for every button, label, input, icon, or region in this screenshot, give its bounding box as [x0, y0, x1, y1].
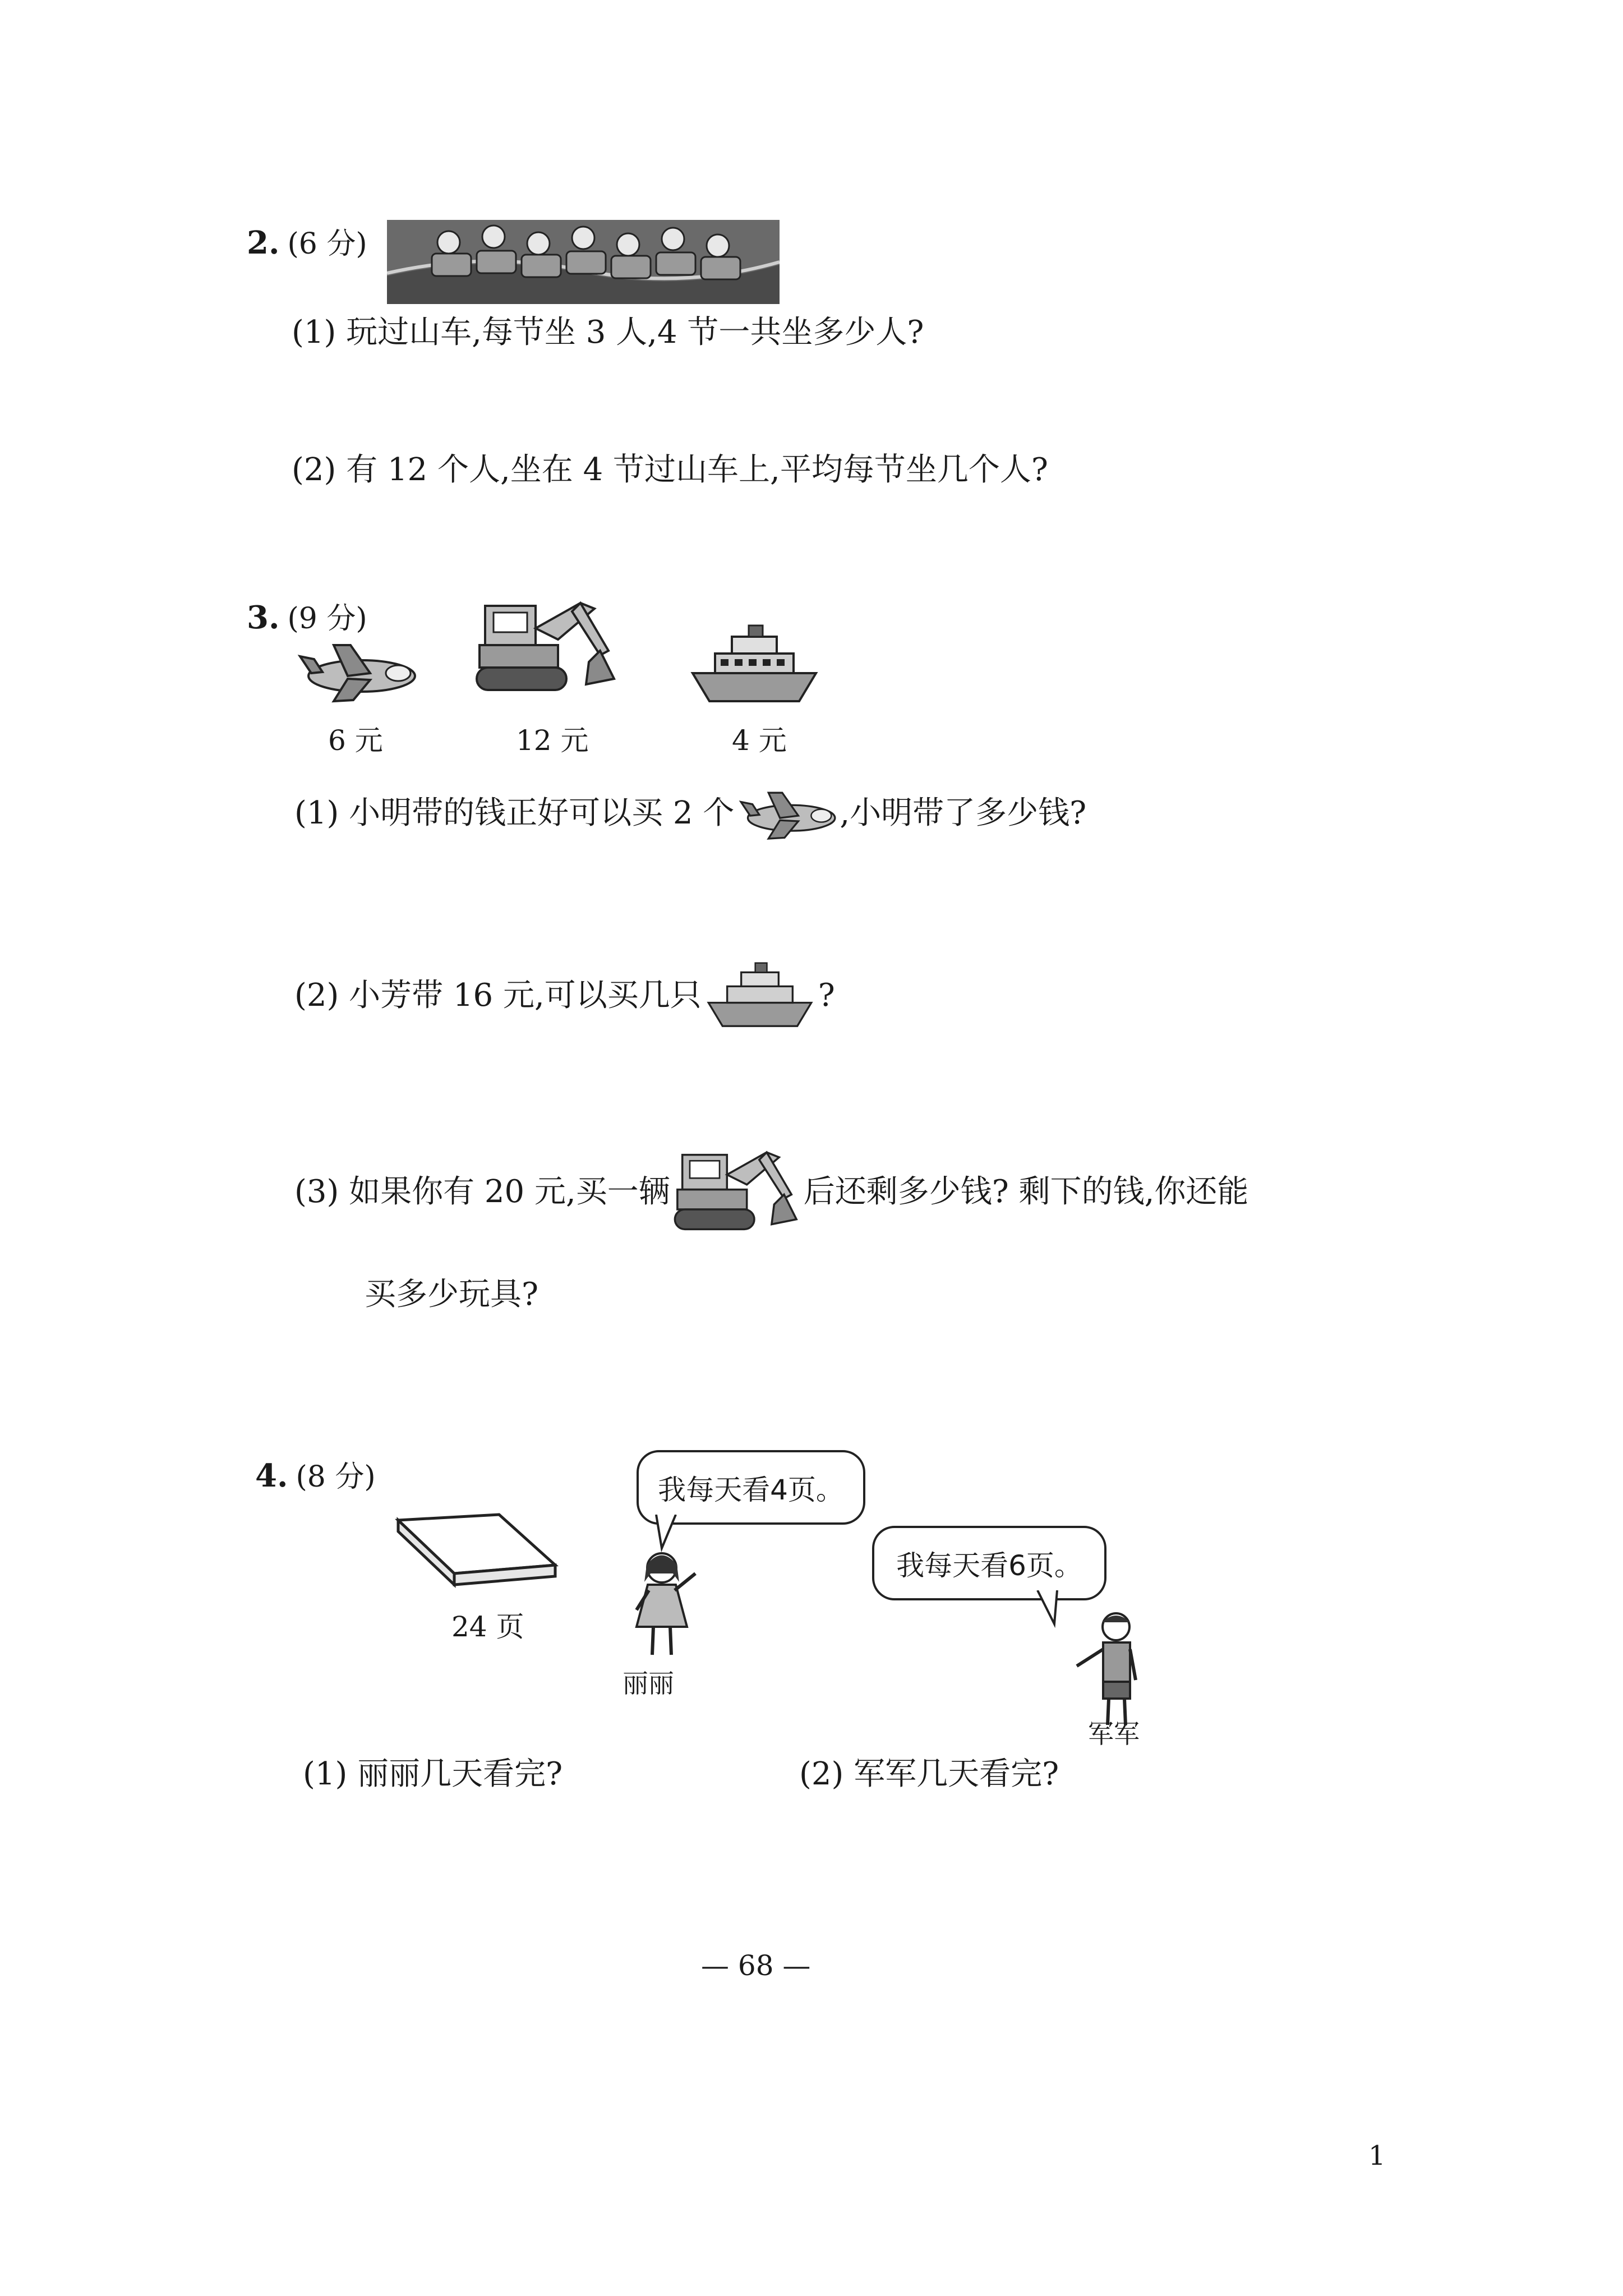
- q4-sub1: (1) 丽丽几天看完?: [303, 1756, 563, 1792]
- page-number: — 68 —: [701, 1949, 811, 1982]
- junjun-figure: [1068, 1610, 1152, 1731]
- q3-sub3-text-a: (3) 如果你有 20 元,买一辆: [294, 1174, 670, 1210]
- q2-number: 2.: [247, 224, 280, 261]
- q3-sub3: [294, 1144, 1248, 1240]
- airplane-icon: [294, 634, 418, 707]
- q3-sub1-text-a: (1) 小明带的钱正好可以买 2 个: [294, 795, 735, 831]
- junjun-speech-bubble: 我每天看6页。: [872, 1526, 1106, 1600]
- ship-price: 4 元: [732, 724, 787, 757]
- lili-figure: [625, 1548, 704, 1660]
- lili-name: 丽丽: [623, 1668, 674, 1699]
- q4-points: (8 分): [296, 1460, 376, 1494]
- junjun-name: 军军: [1088, 1719, 1140, 1749]
- excavator-icon: [672, 1144, 801, 1240]
- q4-heading: [255, 1453, 376, 1495]
- q4-number: 4.: [255, 1457, 288, 1494]
- airplane-price: 6 元: [328, 724, 383, 757]
- q3-points: (9 分): [287, 602, 367, 636]
- ship-icon: [704, 959, 816, 1032]
- book-label: 24 页: [451, 1611, 524, 1643]
- q2-sub2: (2) 有 12 个人,坐在 4 节过山车上,平均每节坐几个人?: [292, 452, 1048, 488]
- corner-page-number: 1: [1368, 2140, 1386, 2171]
- ship-icon: [687, 623, 822, 707]
- q3-number: 3.: [247, 599, 280, 636]
- q3-sub1: [294, 783, 1086, 844]
- q3-sub1-text-b: ,小明带了多少钱?: [840, 795, 1087, 831]
- book-icon: [393, 1509, 561, 1599]
- q2-sub1: (1) 玩过山车,每节坐 3 人,4 节一共坐多少人?: [292, 314, 924, 351]
- q2-heading: [247, 220, 367, 262]
- q3-sub3-text-b: 后还剩多少钱? 剩下的钱,你还能: [803, 1174, 1249, 1210]
- bubble-tail: [1032, 1590, 1066, 1630]
- lili-speech-bubble: 我每天看4页。: [637, 1450, 865, 1525]
- q4-sub2: (2) 军军几天看完?: [799, 1756, 1059, 1792]
- q3-sub3-line2: 买多少玩具?: [365, 1276, 539, 1313]
- q3-sub2: [294, 959, 835, 1032]
- roller-coaster-image: [387, 220, 780, 304]
- excavator-icon: [474, 595, 620, 701]
- airplane-icon: [736, 783, 837, 844]
- q2-points: (6 分): [287, 227, 367, 261]
- q3-sub2-text-a: (2) 小芳带 16 元,可以买几只: [294, 977, 702, 1014]
- q3-sub2-text-b: ?: [818, 977, 835, 1014]
- excavator-price: 12 元: [516, 724, 589, 757]
- q3-heading: [247, 595, 367, 637]
